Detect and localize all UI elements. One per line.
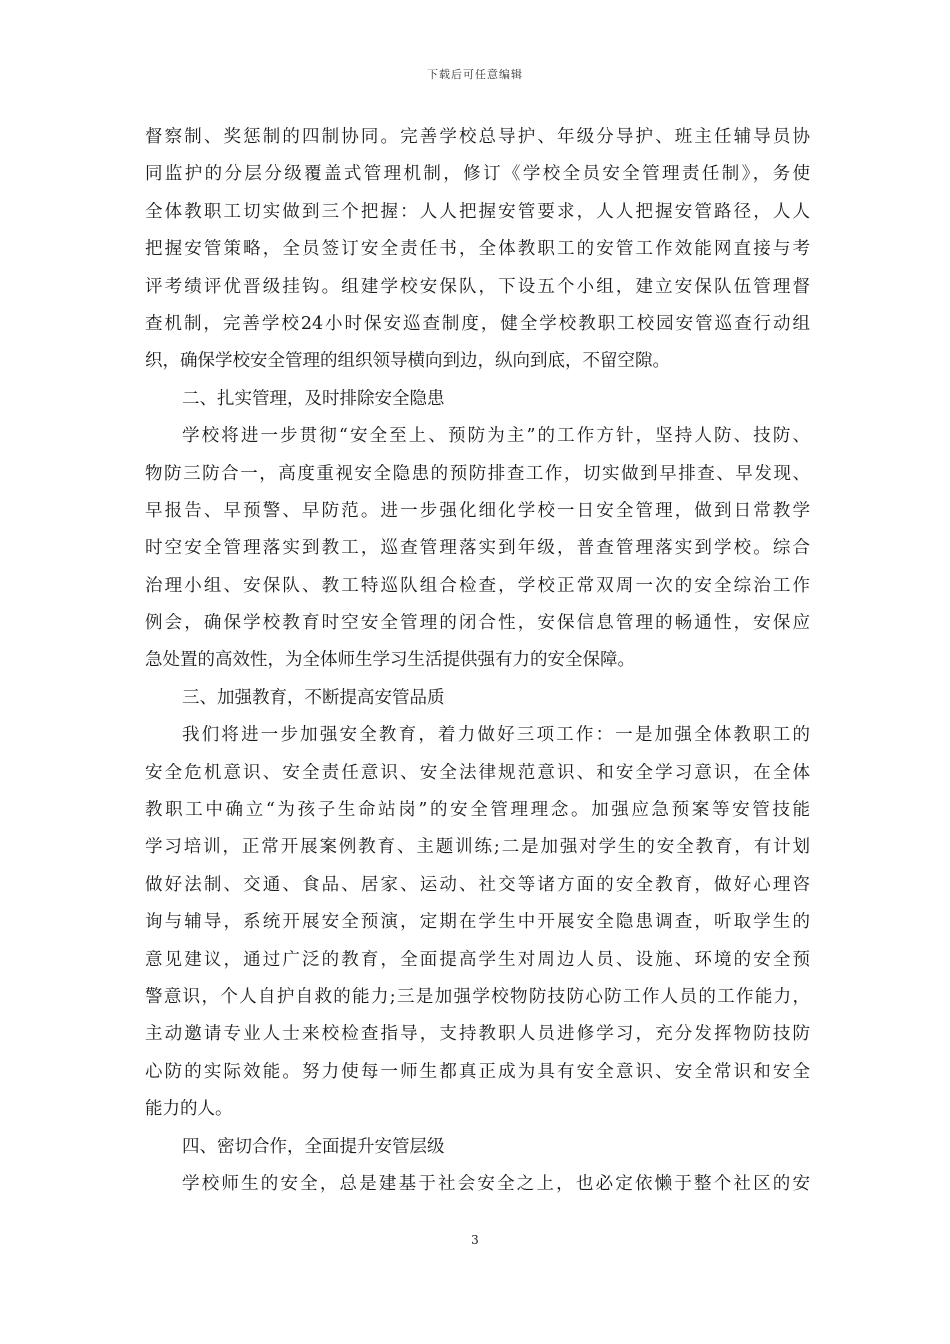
paragraph-line: 安全危机意识、安全责任意识、安全法律规范意识、和安全学习意识，在全体 <box>145 762 810 783</box>
paragraph-line: 治理小组、安保队、教工特巡队组合检查，学校正常双周一次的安全综治工作 <box>145 575 810 596</box>
paragraph-line: 询与辅导，系统开展安全预演，定期在学生中开展安全隐患调查，听取学生的 <box>145 912 810 933</box>
document-body <box>145 119 810 1203</box>
paragraph-line: 心防的实际效能。努力使每一师生都真正成为具有安全意识、安全常识和安全 <box>145 1061 810 1082</box>
paragraph-line: 把握安管策略，全员签订安全责任书，全体教职工的安管工作效能网直接与考 <box>145 239 810 260</box>
paragraph-line: 例会，确保学校教育时空安全管理的闭合性，安保信息管理的畅通性，安保应 <box>145 613 810 634</box>
paragraph-line: 全体教职工切实做到三个把握：人人把握安管要求，人人把握安管路径，人人 <box>145 201 810 222</box>
paragraph-line: 物防三防合一，高度重视安全隐患的预防排查工作，切实做到早排查、早发现、 <box>145 463 810 484</box>
page-number: 3 <box>471 1233 479 1247</box>
section-heading: 四、密切合作，全面提升安管层级 <box>182 1136 445 1157</box>
paragraph-line: 警意识，个人自护自救的能力;三是加强学校物防技防心防工作人员的工作能力， <box>145 986 810 1007</box>
page-header: 下载后可任意编辑 <box>427 68 523 81</box>
paragraph-line: 织，确保学校安全管理的组织领导横向到边，纵向到底，不留空隙。 <box>145 351 670 372</box>
section-heading: 三、加强教育，不断提高安管品质 <box>182 687 445 708</box>
paragraph-line: 能力的人。 <box>145 1099 233 1120</box>
paragraph-line: 主动邀请专业人士来校检查指导，支持教职人员进修学习，充分发挥物防技防 <box>145 1024 810 1045</box>
paragraph-line: 同监护的分层分级覆盖式管理机制，修订《学校全员安全管理责任制》，务使 <box>145 164 810 185</box>
paragraph-line: 我们将进一步加强安全教育，着力做好三项工作：一是加强全体教职工的 <box>182 725 810 746</box>
paragraph-line: 教职工中确立“为孩子生命站岗”的安全管理理念。加强应急预案等安管技能 <box>145 800 810 821</box>
paragraph-line: 学校将进一步贯彻“安全至上、预防为主”的工作方针，坚持人防、技防、 <box>182 426 810 447</box>
paragraph-line: 早报告、早预警、早防范。进一步强化细化学校一日安全管理，做到日常教学 <box>145 500 810 521</box>
paragraph-line: 做好法制、交通、食品、居家、运动、社交等诸方面的安全教育，做好心理咨 <box>145 874 810 895</box>
paragraph-line: 学习培训，正常开展案例教育、主题训练;二是加强对学生的安全教育，有计划 <box>145 837 810 858</box>
paragraph-line: 督察制、奖惩制的四制协同。完善学校总导护、年级分导护、班主任辅导员协 <box>145 127 810 147</box>
paragraph-line: 查机制，完善学校24小时保安巡查制度，健全学校教职工校园安管巡查行动组 <box>145 313 810 334</box>
paragraph-line: 评考绩评优晋级挂钩。组建学校安保队，下设五个小组，建立安保队伍管理督 <box>145 276 810 297</box>
paragraph-line: 时空安全管理落实到教工，巡查管理落实到年级，普查管理落实到学校。综合 <box>145 538 810 559</box>
section-heading: 二、扎实管理，及时排除安全隐患 <box>182 388 445 409</box>
paragraph-line: 学校师生的安全，总是建基于社会安全之上，也必定依懒于整个社区的安 <box>182 1173 810 1194</box>
paragraph-line: 急处置的高效性，为全体师生学习生活提供强有力的安全保障。 <box>145 650 635 671</box>
paragraph-line: 意见建议，通过广泛的教育，全面提高学生对周边人员、设施、环境的安全预 <box>145 949 810 970</box>
